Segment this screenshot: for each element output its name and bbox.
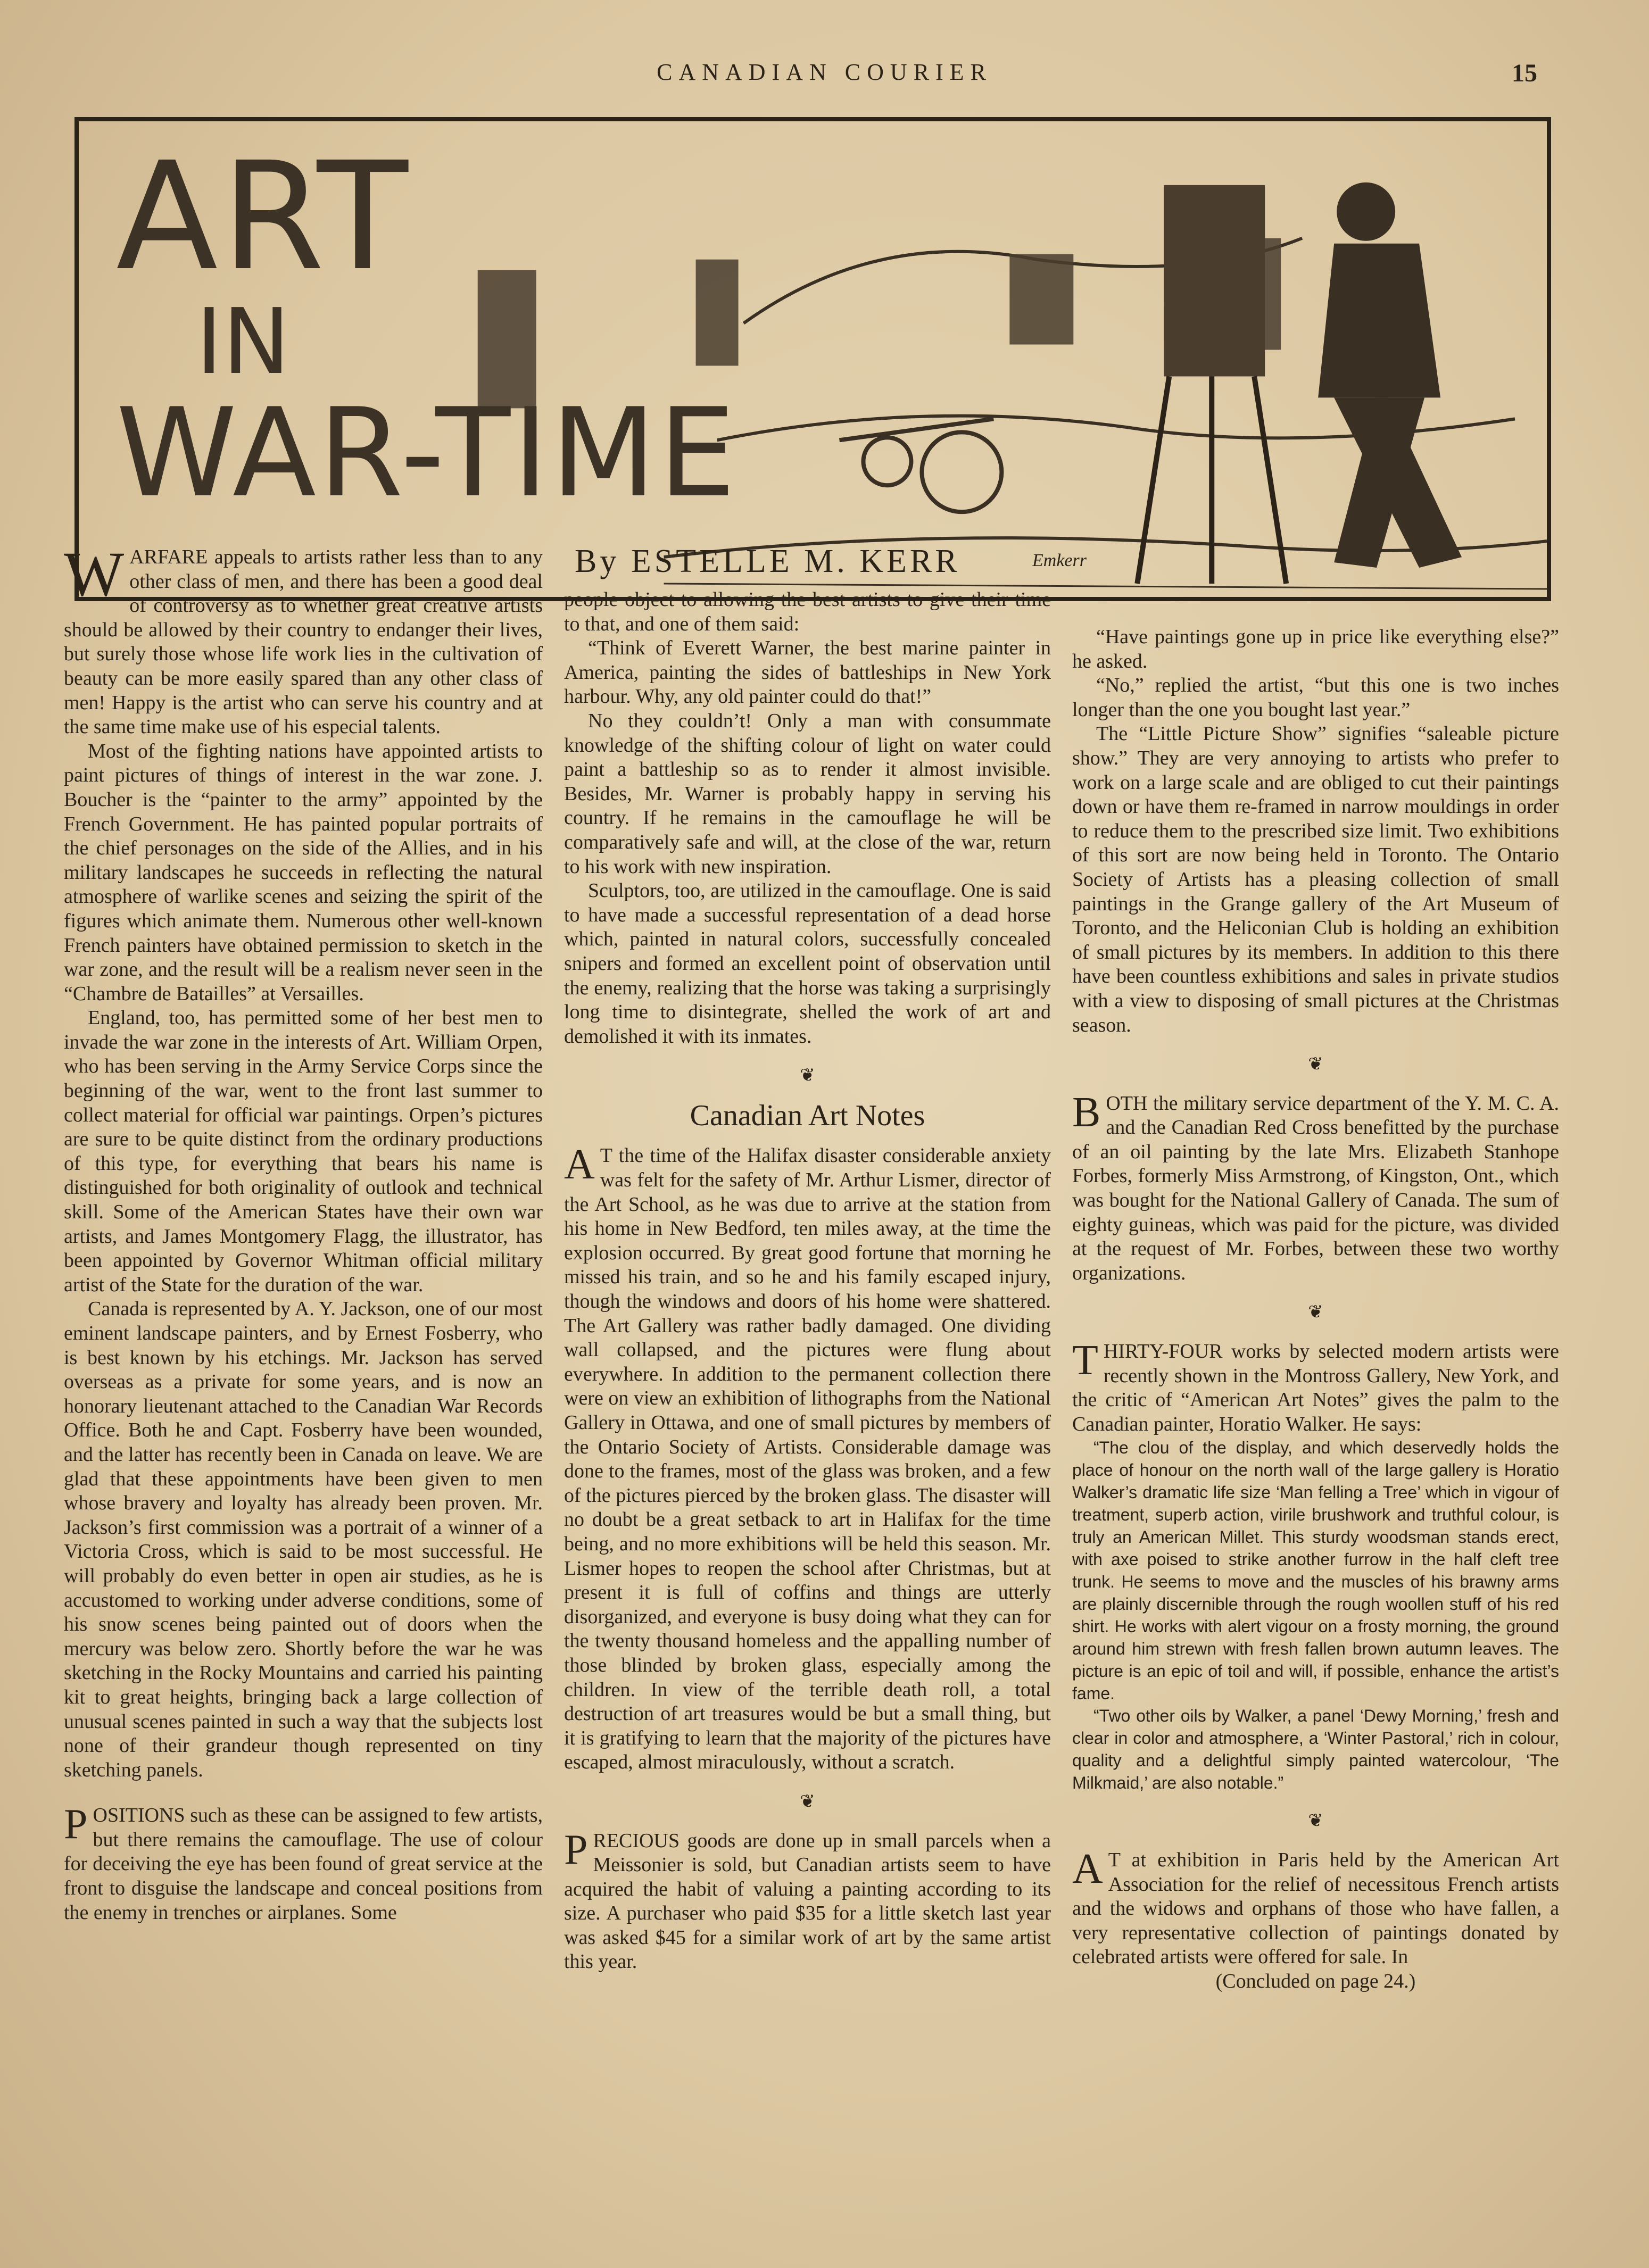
running-title: CANADIAN COURIER (657, 59, 992, 85)
paragraph: THIRTY-FOUR works by selected modern artists were recently shown in the Montross Gallery, New York, and the critic of “American Art Notes” gives the palm to the Canadian painter, Horatio Walker. He says: (1072, 1337, 1559, 1435)
paragraph: No they couldn’t! Only a man with consummate knowledge of the shifting colour of light on water could paint a battleship so as to render it almost invisible. Besides, Mr. Warner is probably happy in serving his country. If he remains in the camouflage he will be comparatively safe and will, at the close of the war, return to his work with new inspiration. (564, 709, 1051, 878)
byline: By ESTELLE M. KERR (575, 543, 960, 579)
drop-cap: P (64, 1801, 88, 1848)
title-line-war-time: WAR-TIME (116, 383, 738, 525)
paragraph: England, too, has permitted some of her best men to invade the war zone in the interests of Art. William Orpen, who has been serving in the Army Service Corps since the beginning of the war, went to the front last summer to collect material for official war paintings. Orpen’s pictures are sure to be quite distinct from the ordinary productions of this type, for everything that bears his name is distinguished for both originality of outlook and technical skill. Some of the American States have their own war artists, and James Montgomery Flagg, the illustrator, has been appointed by Governor Whitman official military artist of the State for the duration of the war. (64, 1007, 543, 1296)
drop-cap: P (564, 1826, 588, 1873)
section-divider: ❦ (800, 1066, 815, 1086)
section-divider: ❦ (1308, 1302, 1323, 1323)
title-line-in: IN (196, 289, 291, 395)
paragraph: A T at exhibition in Paris held by the American Art Association for the relief of necessitous French artists and the widows and orphans of those who have fallen, a very representative collection of paintings donated by celebrated artists were offered for sale. In (1072, 1846, 1559, 1968)
section-heading: Canadian Art Notes (690, 1099, 925, 1132)
paragraph: WARFARE appeals to artists rather less than to any other class of men, and there has been a good deal of controversy as to whether great creative artists should be allowed by their country to endanger their lives, but surely those whose life work lies in the cultivation of beauty can be more easily spared than any other class of men! Happy is the artist who can serve his country and at the same time make use of his especial talents. (64, 538, 543, 738)
paragraph: PRECIOUS goods are done up in small parcels when a Meissonier is sold, but Canadian artists seem to have acquired the habit of valuing a painting according to its size. A purchaser who paid $35 for a little sketch last year was asked $45 for a similar work of art by the same artist this year. (564, 1826, 1051, 1973)
paragraph: BOTH the military service department of the Y. M. C. A. and the Canadian Red Cross benefitted by the purchase of an oil painting by the late Mrs. Elizabeth Stanhope Forbes, formerly Miss Armstrong, of Kingston, Ont., which was bought for the National Gallery of Canada. The sum of eighty guineas, which was paid for the picture, was divided at the request of Mr. Forbes, between these two worthy organizations. (1072, 1089, 1559, 1284)
drop-cap: T (1072, 1337, 1098, 1384)
continuation-note: (Concluded on page 24.) (1215, 1970, 1416, 1992)
section-divider: ❦ (1308, 1054, 1323, 1075)
section-divider: ❦ (800, 1791, 815, 1812)
page-number: 15 (1512, 59, 1537, 87)
paragraph: POSITIONS such as these can be assigned to few artists, but there remains the camouflage. The use of colour for deceiving the eye has been found of great service at the front to disguise the landscape and conceal positions from the enemy in trenches or airplanes. Some (64, 1801, 543, 1924)
column-2 (564, 588, 1051, 1974)
paragraph: The “Little Picture Show” signifies “saleable picture show.” They are very annoying to artists who prefer to work on a large scale and are obliged to cut their paintings down or have them re-framed in narrow mouldings in order to reduce them to the prescribed size limit. Two exhibitions of this sort are now being held in Toronto. The Ontario Society of Artists has a pleasing collection of small paintings in the Grange gallery of the Art Museum of Toronto, and the Heliconian Club is holding an exhibition of small pictures by its members. In addition to this there have been countless exhibitions and sales in private studios with a view to disposing of small pictures at the Christmas season. (1072, 722, 1559, 1036)
section-divider: ❦ (1308, 1811, 1323, 1831)
drop-cap: A (1072, 1846, 1103, 1892)
paragraph: Canada is represented by A. Y. Jackson, one of our most eminent landscape painters, and by Ernest Fosberry, who is best known by his etchings. Mr. Jackson has served overseas as a private for some years, and is now an honorary lieutenant attached to the Canadian War Records Office. Both he and Capt. Fosberry have been wounded, and the latter has recently been in Canada on leave. We are glad that these appointments have been given to men whose bravery and loyalty has already been proven. Mr. Jackson’s first commission was a portrait of a winner of a Victoria Cross, which is said to be most successful. He will probably do even better in open air studies, as he is accustomed to working under adverse conditions, some of his snow scenes being painted out of doors when the mercury was below zero. Shortly before the war he was sketching in the Rocky Mountains and carried his painting kit to great heights, bringing back a large collection of unusual scenes painted in such a way that the subjects lost none of their grandeur though represented on tiny sketching panels. (64, 1298, 543, 1781)
illustrator-signature: Emkerr (1032, 551, 1087, 570)
drop-cap: W (64, 538, 125, 609)
title-line-art: ART (116, 130, 411, 304)
quote-paragraph: “The clou of the display, and which deservedly holds the place of honour on the north wall of the large gallery is Horatio Walker’s dramatic life size ‘Man felling a Tree’ which in vigour of treatment, superb action, virile brushwork and truthful colour, is truly an American Millet. This sturdy woodsman stands erect, with axe poised to strike another furrow in the half cleft tree trunk. He seems to move and the muscles of his brawny arms are plainly discernible through the rough woollen stuff of his red shirt. He works with alert vigour on a frosty morning, the ground around him strewn with fresh fallen brown autumn leaves. The picture is an epic of toil and will, if possible, enhance the artist’s fame. (1072, 1438, 1559, 1704)
column-3 (1072, 625, 1559, 1994)
paragraph: “Have paintings gone up in price like everything else?” he asked. (1072, 626, 1559, 672)
paragraph: “Think of Everett Warner, the best marine painter in America, painting the sides of battleships in New York harbour. Why, any old painter could do that!” (564, 637, 1051, 708)
column-1 (64, 538, 543, 1925)
article-title (116, 130, 738, 525)
quote-paragraph: “Two other oils by Walker, a panel ‘Dewy Morning,’ fresh and clear in color and atmosphere, a ‘Winter Pastoral,’ rich in colour, quality and a delightful simply painted watercolour, ‘The Milkmaid,’ are also notable.” (1072, 1706, 1559, 1793)
drop-cap: B (1072, 1089, 1101, 1136)
block-quote (1072, 1436, 1559, 1794)
paragraph: Most of the fighting nations have appointed artists to paint pictures of things of interest in the war zone. J. Boucher is the “painter to the army” appointed by the French Government. He has painted popular portraits of the chief personages on the side of the Allies, and in his military landscapes he succeeds in reflecting the natural atmosphere of warlike scenes and seizing the spirit of the figures which animate them. Numerous other well-known French painters have obtained permission to sketch in the war zone, and the result will be a realism never seen in the “Chambre de Batailles” at Versailles. (64, 740, 543, 1005)
paragraph: “No,” replied the artist, “but this one is two inches longer than the one you bought last year.” (1072, 674, 1559, 721)
paragraph: people object to allowing the best artists to give their time to that, and one of them said: (564, 588, 1051, 635)
drop-cap: A (564, 1141, 595, 1189)
paragraph: Sculptors, too, are utilized in the camouflage. One is said to have made a successful representation of a dead horse which, painted in natural colors, successfully concealed snipers and formed an excellent point of observation until the enemy, realizing that the horse was taking a surprisingly long time to disintegrate, shelled the work of art and demolished it with its inmates. (564, 879, 1051, 1048)
paragraph: A T the time of the Halifax disaster considerable anxiety was felt for the safety of Mr. Arthur Lismer, director of the Art School, as he was due to arrive at the station from his home in New Bedford, ten miles away, at the time the explosion occurred. By great good fortune that morning he missed his train, and so he and his family escaped injury, though the windows and doors of his home were shattered. The Art Gallery was rather badly damaged. One dividing wall collapsed, and the pictures were flung about everywhere. In addition to the permanent collection there were on view an exhibition of lithographs from the National Gallery in Ottawa, and one of small pictures by members of the Ontario Society of Artists. Considerable damage was done to the frames, most of the glass was broken, and a few of the pictures pierced by the broken glass. The disaster will no doubt be a great setback to art in Halifax for the time being, and no more exhibitions will be held this season. Mr. Lismer hopes to reopen the school after Christmas, but at present it is full of coffins and things are utterly disorganized, and everyone is busy doing what they can for the twenty thousand homeless and the appalling number of those blinded by broken glass, especially among the children. In view of the terrible death roll, a total destruction of art treasures would be but a small thing, but it is gratifying to learn that the majority of the pictures have escaped, almost miraculously, without a scratch. (564, 1141, 1051, 1774)
title-banner (74, 117, 1551, 601)
